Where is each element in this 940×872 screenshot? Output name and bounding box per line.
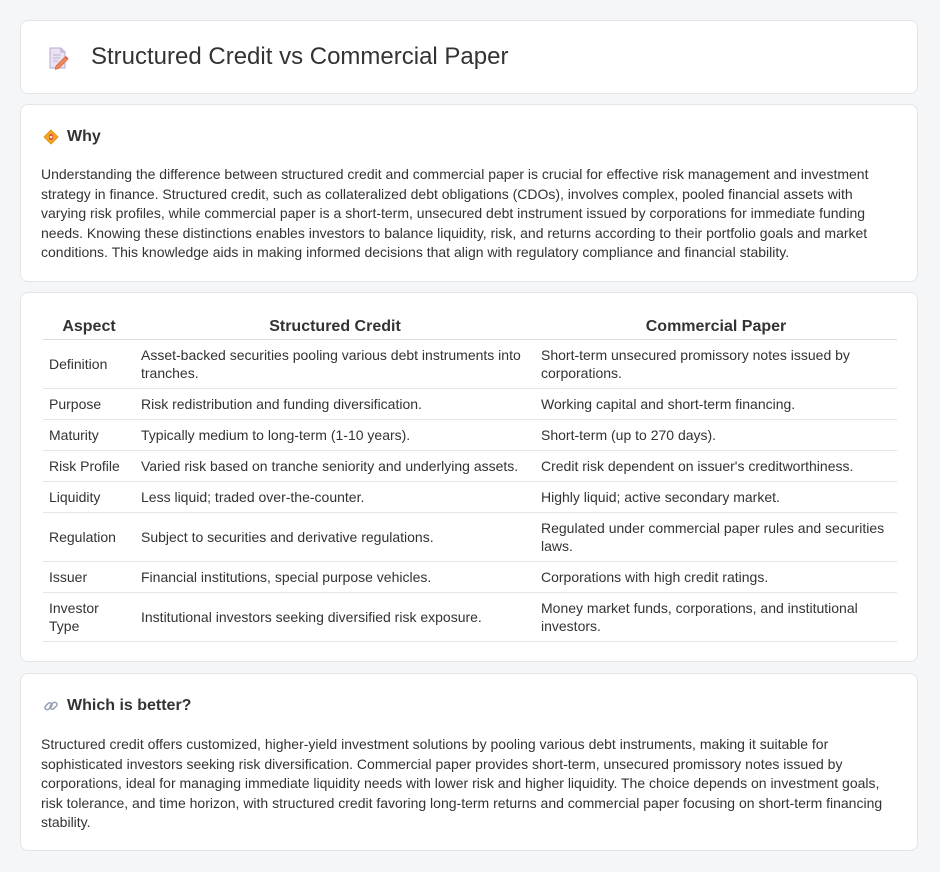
table-header-row <box>43 315 897 340</box>
aspect-cell: Maturity <box>43 420 135 451</box>
aspect-cell: Liquidity <box>43 482 135 513</box>
why-section <box>20 104 918 282</box>
comparison-table <box>43 315 897 642</box>
header-aspect: Aspect <box>43 315 135 340</box>
structured-credit-cell: Financial institutions, special purpose vehicles. <box>135 562 535 593</box>
aspect-cell: Definition <box>43 340 135 389</box>
table-row <box>43 593 897 642</box>
aspect-cell: Issuer <box>43 562 135 593</box>
structured-credit-cell: Risk redistribution and funding diversification. <box>135 389 535 420</box>
commercial-paper-cell: Regulated under commercial paper rules and securities laws. <box>535 513 897 562</box>
diamond-sign-icon <box>43 129 59 145</box>
better-paragraph: Structured credit offers customized, higher-yield investment solutions by pooling various debt instruments, making it suitable for sophisticated investors seeking risk diversification. Commercial paper provides short-term, unsecured promissory notes issued by corporations, ideal for managing immediate liquidity needs with lower risk and higher liquidity. The choice depends on investment goals, risk tolerance, and time horizon, with structured credit favoring long-term returns and commercial paper focusing on short-term financing stability. <box>41 736 883 831</box>
structured-credit-cell: Asset-backed securities pooling various debt instruments into tranches. <box>135 340 535 389</box>
commercial-paper-cell: Corporations with high credit ratings. <box>535 562 897 593</box>
link-icon <box>43 698 59 714</box>
why-heading <box>43 127 101 147</box>
document-pencil-icon <box>47 46 69 70</box>
commercial-paper-cell: Short-term unsecured promissory notes issued by corporations. <box>535 340 897 389</box>
structured-credit-cell: Less liquid; traded over-the-counter. <box>135 482 535 513</box>
commercial-paper-cell: Short-term (up to 270 days). <box>535 420 897 451</box>
table-row <box>43 451 897 482</box>
aspect-cell: Regulation <box>43 513 135 562</box>
page-title: Structured Credit vs Commercial Paper <box>91 43 509 70</box>
table-row <box>43 482 897 513</box>
aspect-cell: Purpose <box>43 389 135 420</box>
structured-credit-cell: Varied risk based on tranche seniority and underlying assets. <box>135 451 535 482</box>
header-card <box>20 20 918 94</box>
table-row <box>43 340 897 389</box>
structured-credit-cell: Typically medium to long-term (1-10 years). <box>135 420 535 451</box>
structured-credit-cell: Institutional investors seeking diversified risk exposure. <box>135 593 535 642</box>
why-paragraph: Understanding the difference between structured credit and commercial paper is crucial for effective risk management and investment strategy in finance. Structured credit, such as collateralized debt obligations (CDOs), involves complex, pooled financial assets with varying risk profiles, while commercial paper is a short-term, unsecured debt instrument issued by corporations for immediate funding needs. Knowing these distinctions enables investors to balance liquidity, risk, and returns according to their portfolio goals and market conditions. This knowledge aids in making informed decisions that align with regulatory compliance and financial stability. <box>41 166 869 261</box>
aspect-cell: Risk Profile <box>43 451 135 482</box>
which-is-better-section <box>20 673 918 851</box>
header-structured-credit: Structured Credit <box>135 315 535 340</box>
commercial-paper-cell: Highly liquid; active secondary market. <box>535 482 897 513</box>
commercial-paper-cell: Money market funds, corporations, and institutional investors. <box>535 593 897 642</box>
table-row <box>43 389 897 420</box>
commercial-paper-cell: Working capital and short-term financing. <box>535 389 897 420</box>
structured-credit-cell: Subject to securities and derivative regulations. <box>135 513 535 562</box>
comparison-section <box>20 292 918 662</box>
better-heading-label: Which is better? <box>67 697 192 714</box>
header-commercial-paper: Commercial Paper <box>535 315 897 340</box>
why-heading-label: Why <box>67 128 101 145</box>
table-row <box>43 562 897 593</box>
table-row <box>43 513 897 562</box>
aspect-cell: Investor Type <box>43 593 135 642</box>
commercial-paper-cell: Credit risk dependent on issuer's creditworthiness. <box>535 451 897 482</box>
table-row <box>43 420 897 451</box>
better-heading <box>43 696 191 716</box>
